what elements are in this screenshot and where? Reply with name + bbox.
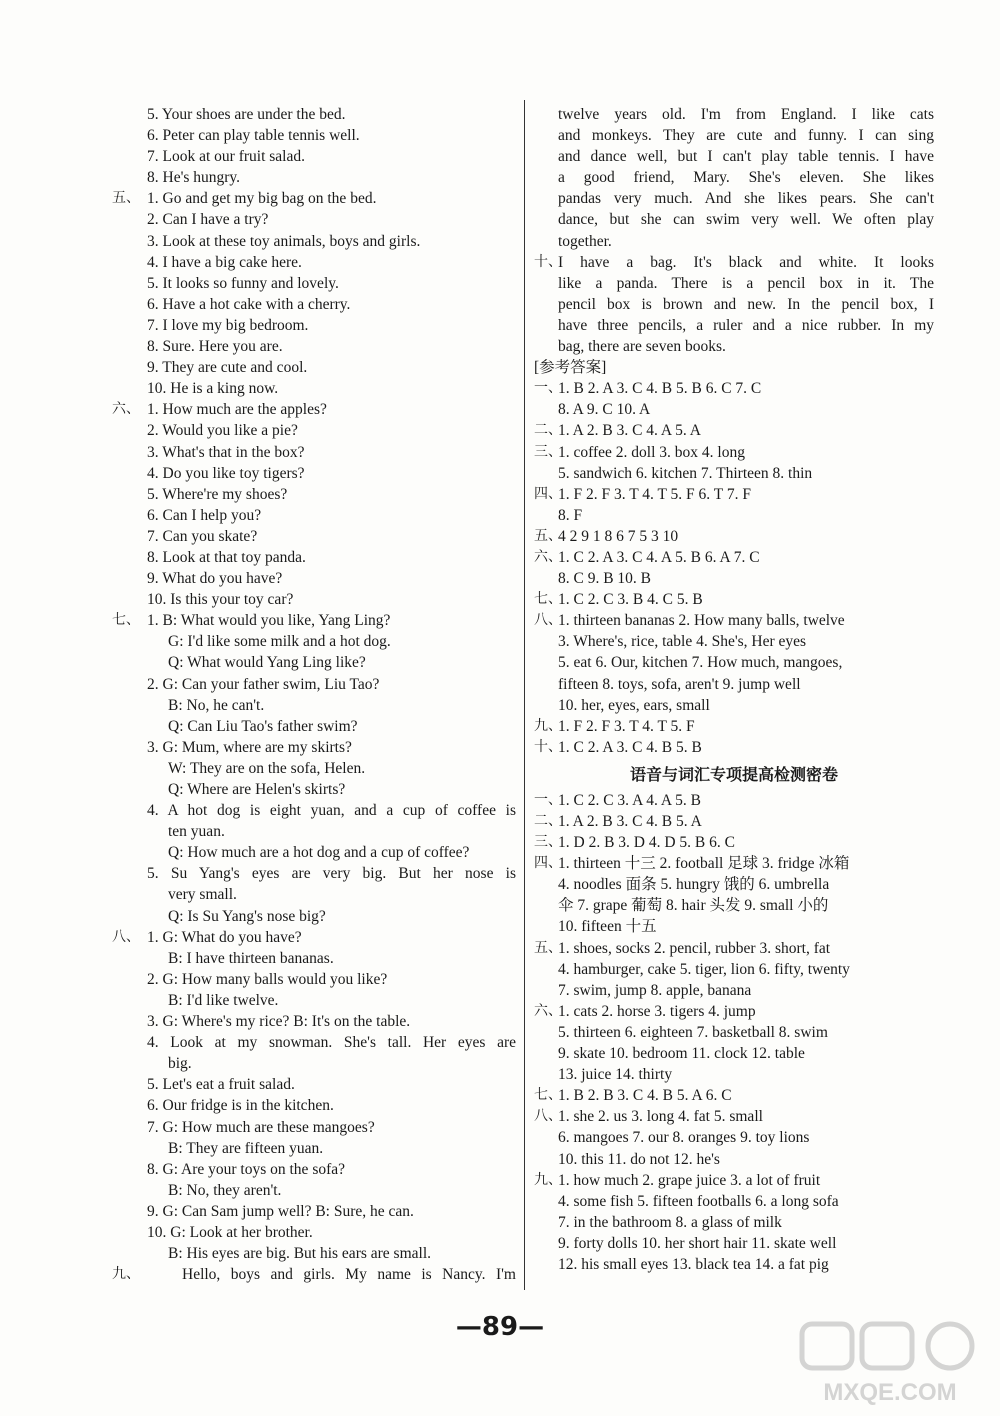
line-text: B: No, they aren't.: [168, 1181, 282, 1199]
text-line: [534, 1170, 934, 1191]
section-number: [534, 1233, 558, 1254]
text-line: [534, 505, 934, 526]
text-line: [112, 526, 516, 547]
section-number: [534, 631, 558, 652]
text-line: [112, 610, 516, 631]
text-line: [112, 484, 516, 505]
section-number: [534, 231, 558, 252]
text-line: [534, 336, 934, 357]
text-line: [112, 1074, 516, 1095]
line-text: 8. F: [558, 506, 583, 524]
text-line: [534, 399, 934, 420]
text-line: [534, 916, 934, 937]
line-text: 7. Look at our fruit salad.: [147, 148, 305, 166]
line-text: W: They are on the sofa, Helen.: [168, 759, 366, 777]
text-line: [112, 188, 516, 209]
line-text: 7. in the bathroom 8. a glass of milk: [558, 1213, 782, 1231]
text-line: [534, 695, 934, 716]
text-line: [112, 505, 516, 526]
line-text: 1. A 2. B 3. C 4. A 5. A: [558, 422, 701, 440]
section-number: 一、: [534, 380, 562, 397]
section-number: [534, 125, 558, 146]
text-line: [534, 442, 934, 463]
section-number: 二、: [534, 813, 562, 829]
text-line: [112, 1201, 516, 1222]
section-number: 十、: [534, 738, 562, 755]
text-line: [534, 294, 934, 315]
line-text: 1. F 2. F 3. T 4. T 5. F 6. T 7. F: [558, 485, 751, 503]
line-text: 3. Where's, rice, table 4. She's, Her eyes: [558, 633, 807, 651]
text-line: [534, 209, 934, 230]
text-line: [112, 1011, 516, 1032]
text-line: [534, 547, 934, 568]
line-text: 1. G: What do you have?: [147, 928, 302, 946]
text-line: [534, 737, 934, 758]
line-text: big.: [168, 1055, 192, 1073]
text-line: [112, 842, 516, 863]
line-text: B: I have thirteen bananas.: [168, 949, 334, 967]
section-number: 十、: [534, 253, 562, 270]
text-line: [534, 125, 934, 146]
text-line: [534, 652, 934, 673]
text-line: [112, 631, 516, 652]
text-line: [112, 758, 516, 779]
line-text: 9. forty dolls 10. her short hair 11. skate well: [558, 1234, 837, 1252]
text-line: [534, 420, 934, 441]
watermark-logo: [790, 1318, 990, 1408]
line-text: 12. his small eyes 13. black tea 14. a fat pig: [558, 1255, 829, 1273]
section-number: [534, 399, 558, 420]
line-text: 7. Can you skate?: [147, 527, 258, 545]
line-text: 5. eat 6. Our, kitchen 7. How much, mangoes,: [558, 654, 843, 672]
section-number: [534, 104, 558, 125]
text-line: [534, 895, 934, 916]
text-line: [112, 1117, 516, 1138]
text-line: [534, 1127, 934, 1148]
text-line: [112, 167, 516, 188]
section-number: [534, 1022, 558, 1043]
line-text: 1. thirteen 十三 2. football 足球 3. fridge 冰箱: [558, 855, 850, 873]
text-line: [112, 674, 516, 695]
line-text: 1. C 2. C 3. A 4. A 5. B: [558, 791, 701, 809]
text-line: [534, 980, 934, 1001]
text-line: [112, 231, 516, 252]
text-line: [112, 821, 516, 842]
text-line: [112, 906, 516, 927]
section-number: 七、: [112, 612, 140, 629]
line-text: 8. C 9. B 10. B: [558, 570, 652, 588]
text-line: [112, 1159, 516, 1180]
line-text: 1. A 2. B 3. C 4. B 5. A: [558, 813, 702, 830]
text-line: [534, 1043, 934, 1064]
text-line: [112, 273, 516, 294]
line-text: B: No, he can't.: [168, 696, 265, 714]
text-line: [534, 716, 934, 737]
line-text: 5. sandwich 6. kitchen 7. Thirteen 8. thin: [558, 464, 813, 482]
section-number: 二、: [534, 422, 562, 439]
line-text: 9. What do you have?: [147, 570, 283, 588]
section-number: 四、: [534, 485, 562, 502]
line-text: 7. I love my big bedroom.: [147, 316, 309, 334]
line-text: 1. thirteen bananas 2. How many balls, twelve: [558, 612, 845, 630]
line-text: 4. hamburger, cake 5. tiger, lion 6. fifty, twenty: [558, 960, 850, 978]
text-line: [112, 589, 516, 610]
section-number: 五、: [112, 190, 140, 207]
section-number: 五、: [534, 527, 562, 544]
text-line: [112, 209, 516, 230]
section-number: 九、: [112, 1266, 140, 1283]
line-text: 1. Go and get my big bag on the bed.: [147, 190, 377, 208]
svg-text:MXQE.COM: MXQE.COM: [823, 1379, 957, 1406]
line-text: 7. swim, jump 8. apple, banana: [558, 981, 752, 999]
section-number: 一、: [534, 791, 562, 808]
text-line: [112, 948, 516, 969]
text-line: [112, 146, 516, 167]
line-text: 6. mangoes 7. our 8. oranges 9. toy lions: [558, 1129, 810, 1147]
line-text: dance, but she can swim very well. We often play: [558, 211, 934, 229]
line-text: [参考答案]: [534, 359, 607, 377]
line-text: 3. Look at these toy animals, boys and girls.: [147, 232, 421, 250]
line-text: 10. Is this your toy car?: [147, 591, 294, 609]
line-text: 6. Have a hot cake with a cherry.: [147, 295, 351, 313]
section-number: [534, 336, 558, 357]
section-number: [534, 1064, 558, 1085]
line-text: I have a bag. It's black and white. It looks: [558, 253, 934, 271]
line-text: 8. A 9. C 10. A: [558, 401, 651, 419]
line-text: 1. C 2. A 3. C 4. B 5. B: [558, 738, 702, 756]
text-line: [534, 832, 934, 853]
line-text: 3. What's that in the box?: [147, 443, 305, 461]
line-text: like a panda. There is a pencil box in it. The: [558, 274, 934, 292]
section-number: [534, 1043, 558, 1064]
text-line: [112, 252, 516, 273]
line-text: 6. Can I help you?: [147, 506, 262, 524]
text-line: [112, 1053, 516, 1074]
line-text: together.: [558, 232, 612, 250]
section-number: 八、: [534, 612, 562, 629]
section-number: [534, 146, 558, 167]
section-number: [534, 294, 558, 315]
text-line: [534, 589, 934, 610]
line-text: 9. skate 10. bedroom 11. clock 12. table: [558, 1045, 805, 1063]
line-text: 8. G: Are your toys on the sofa?: [147, 1160, 346, 1178]
section-number: [534, 273, 558, 294]
text-line: [112, 884, 516, 905]
line-text: Q: What would Yang Ling like?: [168, 654, 366, 672]
text-line: [534, 811, 934, 832]
line-text: 1. how much 2. grape juice 3. a lot of fruit: [558, 1171, 821, 1189]
text-line: [112, 1032, 516, 1053]
line-text: and dance well, but I can't play table tennis. I have: [558, 148, 934, 166]
line-text: ten yuan.: [168, 823, 225, 841]
text-line: [534, 790, 934, 811]
section-number: [534, 1149, 558, 1170]
text-line: [112, 779, 516, 800]
text-line: [112, 863, 516, 884]
line-text: 2. Would you like a pie?: [147, 422, 298, 440]
text-line: [112, 652, 516, 673]
text-line: [534, 1085, 934, 1106]
line-text: 6. Peter can play table tennis well.: [147, 127, 360, 145]
line-text: Q: Where are Helen's skirts?: [168, 781, 346, 798]
text-line: [534, 1233, 934, 1254]
line-text: 9. G: Can Sam jump well? B: Sure, he can.: [147, 1202, 414, 1220]
line-text: 4. Do you like toy tigers?: [147, 464, 305, 482]
section-number: [534, 315, 558, 336]
section-number: 三、: [534, 443, 562, 460]
section-number: [534, 1127, 558, 1148]
right-column: [534, 104, 934, 1275]
line-text: 4. I have a big cake here.: [147, 253, 302, 271]
text-line: [534, 1022, 934, 1043]
text-line: [112, 315, 516, 336]
text-line: [112, 104, 516, 125]
line-text: B: I'd like twelve.: [168, 991, 279, 1009]
section-number: [534, 959, 558, 980]
line-text: 5. Let's eat a fruit salad.: [147, 1076, 295, 1094]
line-text: 1. C 2. C 3. B 4. C 5. B: [558, 591, 703, 609]
line-text: B: They are fifteen yuan.: [168, 1139, 324, 1157]
line-text: a good friend, Mary. She's eleven. She likes: [558, 169, 934, 187]
line-text: 5. It looks so funny and lovely.: [147, 274, 339, 292]
line-text: 1. B: What would you like, Yang Ling?: [147, 612, 391, 630]
text-line: [112, 1095, 516, 1116]
text-line: [534, 273, 934, 294]
section-number: [534, 895, 558, 916]
section-number: 六、: [534, 548, 562, 565]
text-line: [112, 568, 516, 589]
text-line: [112, 294, 516, 315]
section-number: 九、: [534, 717, 562, 734]
line-text: very small.: [168, 886, 237, 904]
line-text: 4. A hot dog is eight yuan, and a cup of coffee is: [147, 802, 516, 820]
line-text: Q: How much are a hot dog and a cup of coffee?: [168, 844, 470, 862]
line-text: 3. G: Where's my rice? B: It's on the table.: [147, 1013, 411, 1031]
text-line: [534, 959, 934, 980]
page-number: —89—: [455, 1312, 545, 1342]
text-line: [112, 800, 516, 821]
section-number: 七、: [534, 1087, 562, 1104]
line-text: Q: Can Liu Tao's father swim?: [168, 717, 358, 735]
line-text: 6. Our fridge is in the kitchen.: [147, 1097, 334, 1115]
text-line: [534, 853, 934, 874]
line-text: 10. G: Look at her brother.: [147, 1223, 313, 1241]
section-heading: 语音与词汇专项提高检测密卷: [629, 764, 838, 784]
line-text: 1. shoes, socks 2. pencil, rubber 3. short, fat: [558, 939, 831, 957]
line-text: G: I'd like some milk and a hot dog.: [168, 633, 391, 651]
line-text: 伞 7. grape 葡萄 8. hair 头发 9. small 小的: [558, 897, 829, 915]
line-text: fifteen 8. toys, sofa, aren't 9. jump well: [558, 675, 801, 693]
line-text: 2. G: Can your father swim, Liu Tao?: [147, 675, 380, 693]
line-text: 1. B 2. A 3. C 4. B 5. B 6. C 7. C: [558, 380, 762, 398]
line-text: 1. F 2. F 3. T 4. T 5. F: [558, 717, 695, 735]
text-line: [534, 1001, 934, 1022]
line-text: 1. How much are the apples?: [147, 401, 327, 419]
text-line: [112, 336, 516, 357]
text-line: [112, 125, 516, 146]
line-text: twelve years old. I'm from England. I like cats: [558, 106, 934, 123]
left-column: [112, 104, 516, 1285]
text-line: [534, 1149, 934, 1170]
section-number: [534, 1191, 558, 1212]
section-number: [534, 674, 558, 695]
text-line: [534, 1106, 934, 1127]
text-line: [112, 399, 516, 420]
text-line: [534, 674, 934, 695]
line-text: bag, there are seven books.: [558, 338, 726, 356]
line-text: 10. He is a king now.: [147, 380, 279, 398]
line-text: 2. Can I have a try?: [147, 211, 269, 229]
text-line: [534, 252, 934, 273]
text-line: [112, 695, 516, 716]
section-number: [534, 695, 558, 716]
text-line: [112, 1180, 516, 1201]
line-text: 1. C 2. A 3. C 4. A 5. B 6. A 7. C: [558, 548, 760, 566]
line-text: 4. some fish 5. fifteen footballs 6. a long sofa: [558, 1192, 839, 1210]
text-line: [534, 104, 934, 125]
text-line: [534, 568, 934, 589]
line-text: 5. Where're my shoes?: [147, 485, 288, 503]
text-line: [534, 1212, 934, 1233]
text-line: [534, 1191, 934, 1212]
text-line: [112, 990, 516, 1011]
text-line: [534, 874, 934, 895]
section-number: [534, 209, 558, 230]
line-text: 8. Sure. Here you are.: [147, 338, 283, 356]
section-number: [534, 916, 558, 937]
section-number: [534, 874, 558, 895]
line-text: Hello, boys and girls. My name is Nancy. I'm: [182, 1266, 516, 1284]
line-text: 10. this 11. do not 12. he's: [558, 1150, 720, 1168]
text-line: [112, 378, 516, 399]
text-line: [534, 463, 934, 484]
line-text: 1. coffee 2. doll 3. box 4. long: [558, 443, 745, 461]
text-line: [112, 547, 516, 568]
section-number: [534, 980, 558, 1001]
text-line: [534, 378, 934, 399]
text-line: [112, 420, 516, 441]
text-line: [534, 146, 934, 167]
text-line: [112, 357, 516, 378]
text-line: [112, 737, 516, 758]
section-number: [534, 188, 558, 209]
text-line: [534, 938, 934, 959]
line-text: 1. D 2. B 3. D 4. D 5. B 6. C: [558, 834, 735, 852]
text-line: [112, 1138, 516, 1159]
text-line: [112, 1243, 516, 1264]
line-text: 4. noodles 面条 5. hungry 饿的 6. umbrella: [558, 876, 830, 894]
text-line: [534, 526, 934, 547]
line-text: 7. G: How much are these mangoes?: [147, 1118, 375, 1136]
section-number: [534, 505, 558, 526]
text-line: [534, 1254, 934, 1275]
line-text: 10. fifteen 十五: [558, 918, 657, 936]
text-line: [112, 969, 516, 990]
text-line: [112, 442, 516, 463]
text-line: [534, 357, 934, 378]
text-line: [534, 610, 934, 631]
line-text: 4. Look at my snowman. She's tall. Her eyes are: [147, 1034, 516, 1052]
line-text: 9. They are cute and cool.: [147, 359, 308, 377]
text-line: [534, 315, 934, 336]
text-line: [112, 1222, 516, 1243]
text-line: [112, 716, 516, 737]
text-line: [534, 631, 934, 652]
line-text: have three pencils, a ruler and a nice rubber. In my: [558, 316, 934, 334]
line-text: 10. her, eyes, ears, small: [558, 696, 710, 714]
line-text: and monkeys. They are cute and funny. I can sing: [558, 127, 934, 145]
section-number: 三、: [534, 834, 562, 851]
text-line: [534, 231, 934, 252]
line-text: 1. B 2. B 3. C 4. B 5. A 6. C: [558, 1087, 732, 1105]
section-number: 四、: [534, 855, 562, 872]
line-text: 8. He's hungry.: [147, 169, 241, 187]
text-line: [112, 463, 516, 484]
section-number: [534, 167, 558, 188]
line-text: 4 2 9 1 8 6 7 5 3 10: [558, 527, 679, 545]
text-line: [112, 927, 516, 948]
line-text: Q: Is Su Yang's nose big?: [168, 907, 326, 925]
column-divider: [524, 100, 525, 1290]
line-text: 5. Su Yang's eyes are very big. But her nose is: [147, 865, 516, 883]
text-line: [534, 167, 934, 188]
line-text: pencil box is brown and new. In the pencil box, I: [558, 295, 934, 313]
line-text: 2. G: How many balls would you like?: [147, 970, 388, 988]
text-line: [112, 1264, 516, 1285]
line-text: pandas very much. And she likes pears. She can't: [558, 190, 934, 208]
line-text: 5. thirteen 6. eighteen 7. basketball 8. swim: [558, 1023, 828, 1041]
section-number: [534, 1212, 558, 1233]
line-text: 1. cats 2. horse 3. tigers 4. jump: [558, 1002, 756, 1020]
section-number: 七、: [534, 591, 562, 608]
section-number: 八、: [534, 1108, 562, 1125]
section-number: [534, 568, 558, 589]
line-text: 13. juice 14. thirty: [558, 1066, 673, 1084]
text-line: [534, 188, 934, 209]
line-text: 5. Your shoes are under the bed.: [147, 106, 346, 123]
text-line: [534, 484, 934, 505]
section-number: 五、: [534, 939, 562, 956]
section-number: 九、: [534, 1171, 562, 1188]
section-number: 六、: [534, 1002, 562, 1019]
section-number: 八、: [112, 928, 140, 945]
section-number: 六、: [112, 401, 140, 418]
section-number: [534, 1254, 558, 1275]
line-text: 3. G: Mum, where are my skirts?: [147, 738, 352, 756]
line-text: 8. Look at that toy panda.: [147, 548, 306, 566]
line-text: B: His eyes are big. But his ears are small.: [168, 1245, 432, 1263]
text-line: [534, 1064, 934, 1085]
section-number: [534, 463, 558, 484]
line-text: 1. she 2. us 3. long 4. fat 5. small: [558, 1108, 763, 1126]
section-number: [534, 652, 558, 673]
